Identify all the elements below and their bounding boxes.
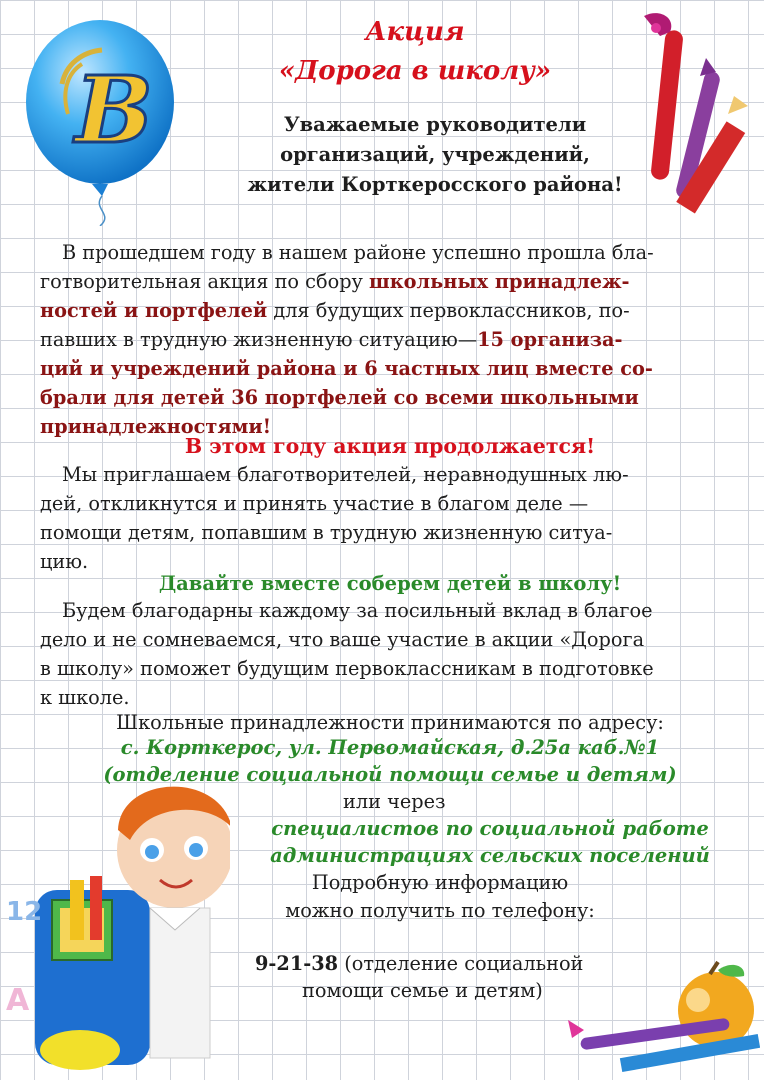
intro-highlight: брали для детей 36 портфелей со всеми школьными — [40, 386, 639, 409]
gratitude-line: Будем благодарны каждому за посильный вклад в благое — [62, 599, 653, 622]
intro-line — [40, 296, 740, 325]
intro-line — [40, 267, 740, 296]
phone-note-line-2: помощи семье и детям) — [302, 979, 543, 1002]
intro-text: для будущих первоклассников, по- — [267, 299, 630, 322]
child-backpack-illustration — [0, 780, 230, 1080]
continues-heading: В этом году акция продолжается! — [184, 434, 596, 458]
letter-decoration: A — [6, 983, 30, 1018]
invitation-paragraph — [40, 460, 740, 576]
info-line-2: можно получить по телефону: — [285, 899, 595, 922]
promo-title-label: Акция — [365, 17, 465, 47]
info-line-1: Подробную информацию — [311, 871, 569, 894]
invitation-line: помощи детям, попавшим в трудную жизненную ситуа- — [40, 521, 613, 544]
intro-text: готворительная акция по сбору — [40, 270, 370, 293]
gratitude-paragraph — [40, 596, 740, 712]
address-intro: Школьные принадлежности принимаются по адресу: — [116, 711, 664, 734]
address-line-1: с. Корткерос, ул. Первомайская, д.25а каб.№1 — [120, 736, 660, 759]
intro-highlight: ностей и портфелей — [40, 299, 268, 322]
greeting-line-1: Уважаемые руководители — [283, 113, 587, 136]
specialists-line-1: специалистов по социальной работе — [271, 817, 709, 840]
apple-brush-illustration — [560, 960, 760, 1078]
intro-line — [40, 325, 740, 354]
intro-line — [40, 354, 740, 383]
intro-highlight: ций и учреждений района и 6 частных лиц вместе со- — [40, 357, 653, 380]
intro-highlight: принадлежностями! — [40, 415, 272, 438]
phone-line — [255, 949, 583, 978]
specialists-line-2: администрациях сельских поселений — [270, 844, 710, 867]
intro-text: павших в трудную жизненную ситуацию— — [40, 328, 478, 351]
greeting-line-2: организаций, учреждений, — [280, 143, 590, 166]
gratitude-line: в школу» поможет будущим первоклассникам в подготовке — [40, 657, 654, 680]
invitation-line: дей, откликнутся и принять участие в благом деле — — [40, 492, 589, 515]
logo-letter: В — [75, 56, 153, 164]
intro-line: В прошедшем году в нашем районе успешно прошла бла- — [62, 241, 654, 264]
call-to-action: Давайте вместе соберем детей в школу! — [158, 572, 622, 595]
numbers-decoration: 12 — [6, 897, 43, 927]
invitation-line: Мы приглашаем благотворителей, неравнодушных лю- — [62, 463, 629, 486]
address-or: или через — [343, 790, 446, 813]
intro-highlight: школьных принадлеж- — [369, 270, 630, 293]
intro-highlight: 15 организа- — [477, 328, 623, 351]
gratitude-line: к школе. — [40, 686, 130, 709]
balloon-logo — [22, 4, 182, 226]
promo-title-name: «Дорога в школу» — [278, 56, 552, 86]
phone-note: (отделение социальной — [338, 952, 584, 975]
phone-number: 9-21-38 — [255, 952, 339, 975]
greeting-line-3: жители Корткеросского района! — [247, 173, 623, 196]
intro-paragraph — [40, 238, 740, 441]
intro-line — [40, 383, 740, 412]
address-line-2: (отделение социальной помощи семье и детям) — [103, 763, 677, 786]
gratitude-line: дело и не сомневаемся, что ваше участие в акции «Дорога — [40, 628, 645, 651]
invitation-line: цию. — [40, 550, 89, 573]
